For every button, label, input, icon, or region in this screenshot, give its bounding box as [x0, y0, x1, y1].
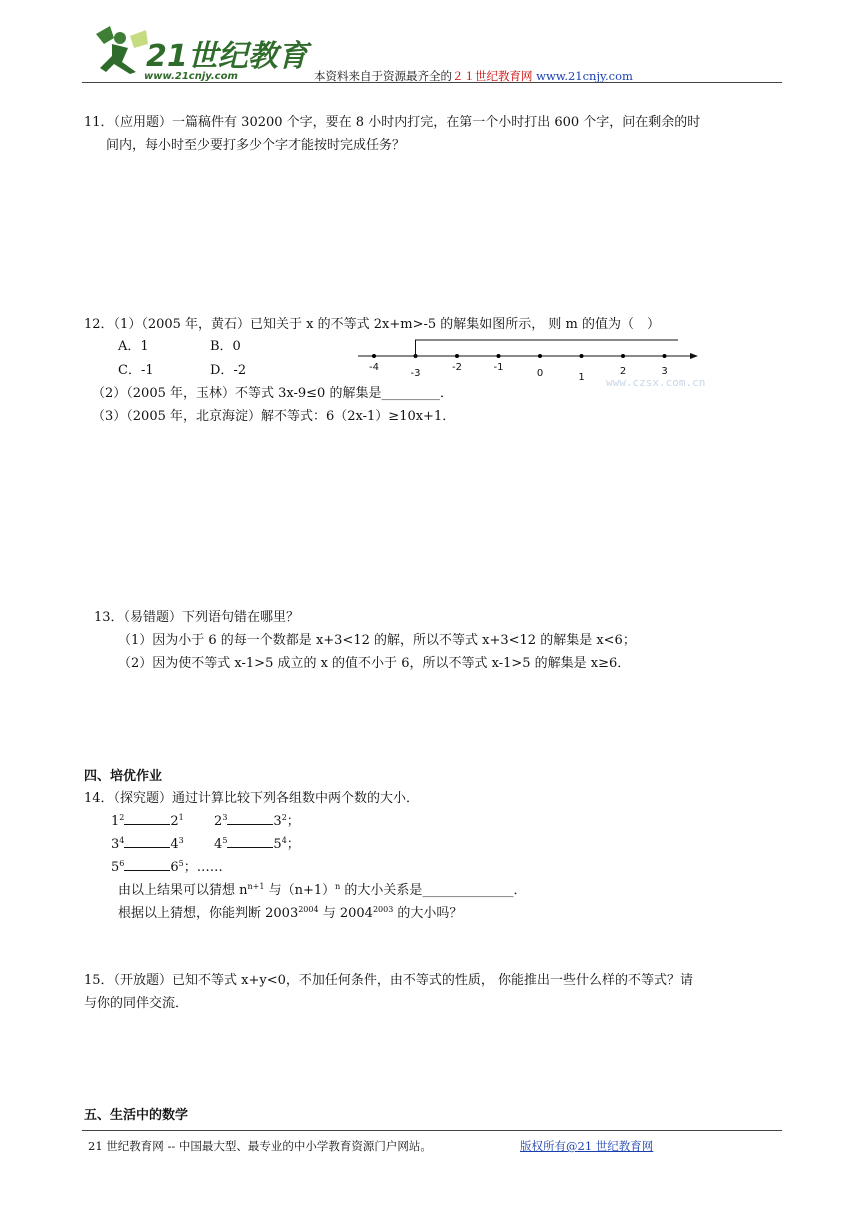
header-source-site[interactable]: ２１世纪教育网 [452, 69, 533, 83]
q12-part2 [92, 382, 453, 401]
q14-judge-post: 的大小吗？ [393, 906, 463, 921]
q14-line1: 14．（探究题）通过计算比较下列各组数中两个数的大小． [84, 791, 420, 806]
q14-guess-end: ． [513, 883, 527, 898]
footer-divider [82, 1130, 782, 1131]
watermark: www.czsx.com.cn [606, 376, 706, 389]
q14-base: 4 [170, 837, 179, 852]
q14-row2 [111, 833, 300, 852]
number-line-dot [621, 354, 625, 358]
q12-part2-text: （2）（2005 年，玉林）不等式 3x-9≤0 的解集是 [92, 386, 382, 401]
q14-base: 2 [170, 814, 179, 829]
q14-guess-post: 的大小关系是 [340, 883, 423, 898]
q12-option-a: A．1 [118, 339, 149, 354]
q14-base: 3 [273, 814, 282, 829]
q14-row1 [111, 810, 300, 829]
q14-base: 2 [214, 814, 223, 829]
q14-guess-blank: ______________ [422, 883, 514, 898]
q14-separator: ； [286, 814, 300, 829]
q11-line2: 间内，每小时至少要打多少个字才能按时完成任务？ [106, 138, 406, 153]
q14-guess-exp1: n+1 [247, 882, 265, 891]
section5-title: 五、生活中的数学 [84, 1108, 189, 1123]
header-divider [82, 82, 782, 83]
q14-base: 5 [111, 860, 120, 875]
q14-guess [118, 879, 526, 898]
q12-option-b: B．0 [210, 339, 241, 354]
number-line-dot [580, 354, 584, 358]
number-line-tick-label: -2 [452, 362, 462, 373]
q13-line3: （2）因为使不等式 x-1>5 成立的 x 的值不小于 6，所以不等式 x-1>5 的解集是 x≥6． [118, 656, 631, 671]
q14-exp: 4 [281, 836, 287, 845]
q14-exp: 5 [178, 859, 184, 868]
number-line-arrow [690, 353, 698, 359]
site-logo [82, 22, 312, 82]
q14-judge [118, 902, 462, 921]
q12-option-d: D．-2 [210, 363, 247, 378]
footer-copyright-link[interactable]: 版权所有@21 世纪教育网 [520, 1139, 654, 1153]
q14-guess-mid: 与（n+1） [264, 883, 336, 898]
number-line-tick-label: 0 [536, 368, 544, 379]
q14-judge-mid: 与 2004 [318, 906, 373, 921]
q14-exp: 3 [222, 813, 228, 822]
q15-line1: 15．（开放题）已知不等式 x+y<0，不加任何条件，由不等式的性质， 你能推出一些什么样的不等式？请 [84, 973, 694, 988]
number-line-dot [497, 354, 501, 358]
q14-base: 3 [111, 837, 120, 852]
header-source-url[interactable]: www.21cnjy.com [536, 69, 633, 83]
q14-ellipsis: ；…… [183, 860, 223, 875]
q14-exp: 1 [178, 813, 184, 822]
number-line-dot [663, 354, 667, 358]
q14-exp: 5 [222, 836, 228, 845]
q14-guess-exp2: n [335, 882, 341, 891]
number-line-dot [455, 354, 459, 358]
solution-set-bracket [416, 340, 679, 358]
number-line-tick-label: -3 [410, 368, 421, 379]
number-line-tick-label: 2 [619, 366, 627, 377]
q14-base: 4 [214, 837, 223, 852]
q12-part2-blank: _________ [381, 386, 440, 401]
q11-line1: 11．（应用题）一篇稿件有 30200 个字，要在 8 小时内打完，在第一个小时打出 600 个字，问在剩余的时 [84, 115, 701, 130]
q14-exp: 3 [178, 836, 184, 845]
q14-judge-text: 根据以上猜想，你能判断 2003 [118, 906, 299, 921]
q14-base: 5 [273, 837, 282, 852]
q14-guess-text: 由以上结果可以猜想 n [118, 883, 248, 898]
q13-line1: 13．（易错题）下列语句错在哪里？ [94, 610, 300, 625]
q15-line2: 与你的同伴交流． [84, 996, 189, 1011]
q14-judge-exp2: 2003 [372, 905, 394, 914]
q14-exp: 4 [119, 836, 125, 845]
q12-part2-end: ． [439, 386, 453, 401]
header-source-prefix: 本资料来自于资源最齐全的 [314, 69, 452, 83]
q14-exp: 2 [281, 813, 287, 822]
q13-line2: （1）因为小于 6 的每一个数都是 x+3<12 的解，所以不等式 x+3<12 的解集是 x<6； [118, 633, 636, 648]
q14-base: 1 [111, 814, 120, 829]
number-line-tick-label: 3 [661, 366, 668, 377]
q14-separator: ； [286, 837, 300, 852]
number-line-tick-label: -4 [369, 362, 379, 373]
q14-base: 6 [170, 860, 179, 875]
section4-title: 四、培优作业 [84, 769, 163, 784]
number-line-dot [372, 354, 376, 358]
q14-exp: 2 [119, 813, 125, 822]
logo-url: www.21cnjy.com [144, 71, 238, 82]
footer-text: 21 世纪教育网 -- 中国最大型、最专业的中小学教育资源门户网站。 [88, 1139, 432, 1153]
logo-text: 21世纪教育 [146, 39, 308, 74]
q14-row3 [111, 856, 223, 875]
q14-judge-exp1: 2004 [298, 905, 319, 914]
number-line-tick-label: 1 [578, 372, 585, 383]
q12-option-c: C．-1 [118, 363, 154, 378]
q14-exp: 6 [119, 859, 125, 868]
number-line-dot [538, 354, 542, 358]
q12-line1: 12．（1）（2005 年，黄石）已知关于 x 的不等式 2x+m>-5 的解集如图所示， 则 m 的值为（ ） [84, 317, 660, 332]
q12-part3: （3）（2005 年，北京海淀）解不等式：6（2x-1）≥10x+1． [92, 409, 456, 424]
number-line-tick-label: -1 [493, 362, 504, 373]
